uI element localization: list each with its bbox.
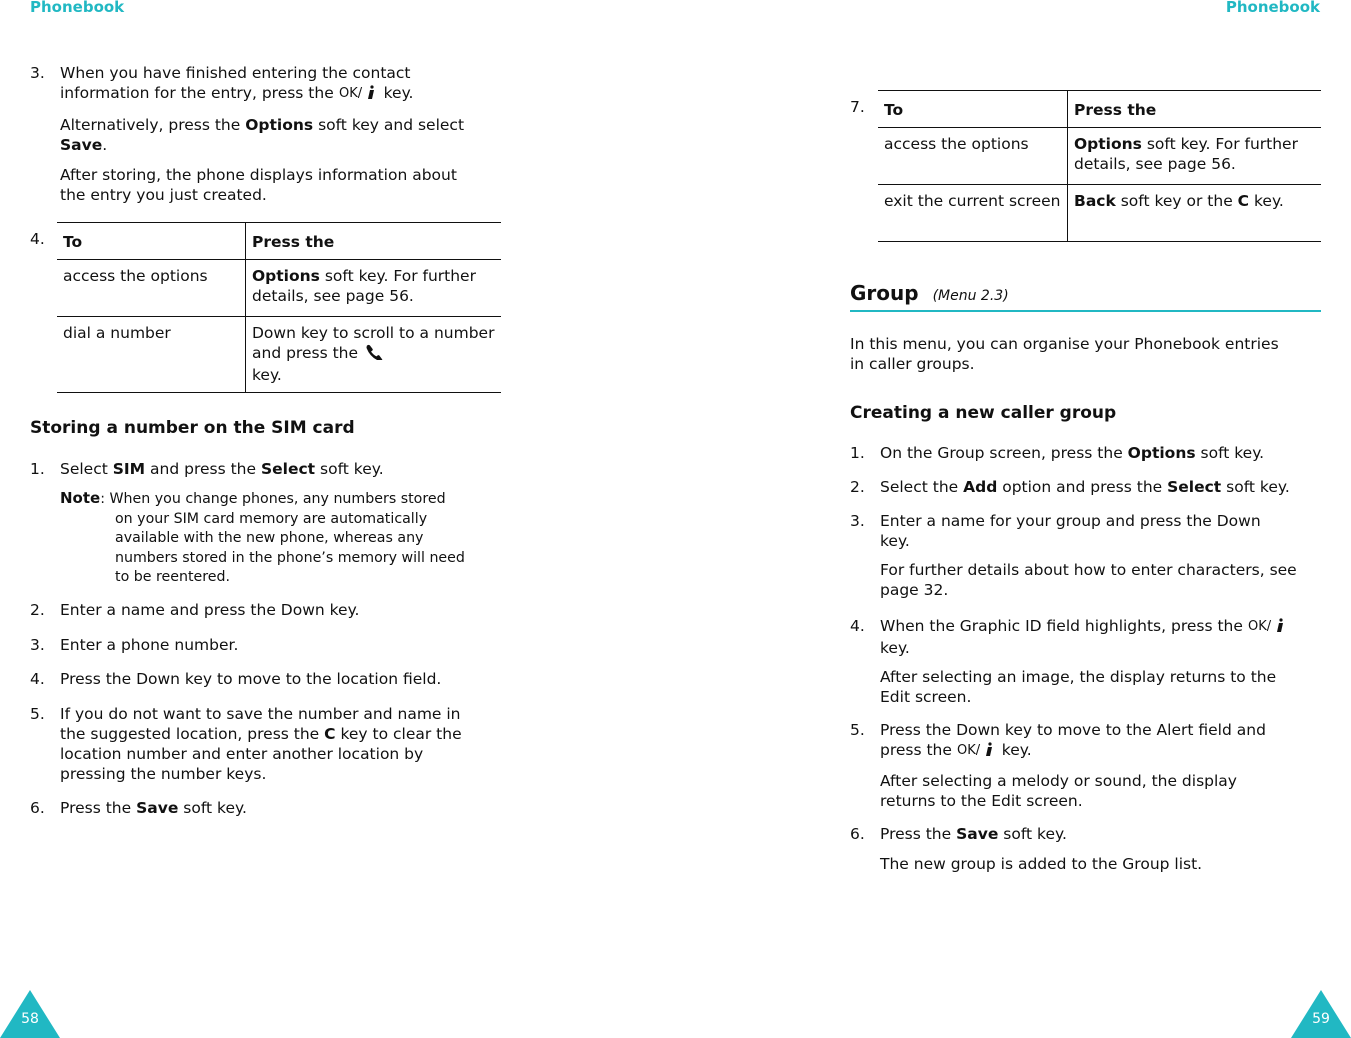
table-header-row: To Press the (57, 223, 501, 260)
running-header: Phonebook (1225, 0, 1320, 16)
group-step-3: 3. Enter a name for your group and press the Down key. For further details about how to enter characters, see page 32. (850, 512, 1297, 599)
group-step-1: 1. On the Group screen, press the Options soft key. (850, 444, 1265, 462)
svg-text:OK/: OK/ (1247, 619, 1271, 633)
section-title: Group (Menu 2.3) (850, 281, 1009, 305)
group-step-5: 5. Press the Down key to move to the Alert field and press the OK/ key. After selecting a melody or sound, the display returns to the Edit screen. (850, 721, 1266, 810)
send-key-icon (363, 344, 385, 365)
table-row: access the options Options soft key. For further details, see page 56. (57, 260, 501, 317)
subsection-heading: Creating a new caller group (850, 403, 1117, 423)
svg-text:OK/: OK/ (956, 743, 980, 757)
options-table (878, 90, 1321, 242)
intro-text: In this menu, you can organise your Phonebook entries in caller groups. (850, 335, 1279, 373)
table-row: dial a number Down key to scroll to a number and press the key. (57, 317, 501, 393)
sim-step-4: 4. Press the Down key to move to the location field. (30, 670, 442, 688)
note: Note: When you change phones, any numbers stored on your SIM card memory are automatically available with the new phone, whereas any numbers stored in the phone’s memory will need to be reentered. (60, 489, 465, 585)
page-number: 59 (1312, 1011, 1330, 1027)
table-row: exit the current screen Back soft key or the C key. (878, 185, 1321, 242)
sim-step-2: 2. Enter a name and press the Down key. (30, 601, 360, 619)
table-header-row: To Press the (878, 91, 1321, 128)
page-corner-triangle (0, 990, 60, 1038)
sim-step-3: 3. Enter a phone number. (30, 636, 239, 654)
sim-step-6: 6. Press the Save soft key. (30, 799, 247, 817)
options-table (57, 222, 501, 393)
page-number: 58 (21, 1011, 39, 1027)
page-corner-triangle (1291, 990, 1351, 1038)
ok-info-key-icon (1248, 617, 1288, 638)
group-step-2: 2. Select the Add option and press the Select soft key. (850, 478, 1290, 496)
sim-step-1: 1. Select SIM and press the Select soft key. (30, 460, 384, 478)
ok-info-key-icon (339, 84, 379, 105)
ok-info-key-icon (957, 741, 997, 762)
left-page: Phonebook 3. When you have finished entering the contact information for the entry, press the OK/ key. Alternatively, press the Options soft key and select Save. After storing, the phone displays information about the entry you just created. 4. To Press the access the options Options soft key. For further details, see page 56. dial a number Down key to scroll to a number and press the key. Storing a number on the SIM card 1. Select SIM and press the Select soft key. Note: When you change phones, any numbers stored on your SIM card memory are automatically available with the new phone, whereas any numbers stored in the phone’s memory will need to be reentered. 2. Enter a name and press the Down key. 3. Enter a phone number. 4. Press the Down key to move to the location field. 5. If you do not want to save the number and name in the suggested location, press the C key to clear the location number and enter another location by pressing the number keys. 6. Press the Save soft key. 58 (0, 0, 675, 1038)
group-step-4: 4. When the Graphic ID field highlights, press the OK/ key. After selecting an image, the display returns to the Edit screen. (850, 616, 1330, 707)
table-row: access the options Options soft key. For further details, see page 56. (878, 128, 1321, 185)
svg-text:OK/: OK/ (338, 86, 362, 100)
running-header: Phonebook (30, 0, 125, 16)
section-divider (850, 310, 1321, 312)
right-page: Phonebook 7. To Press the access the options Options soft key. For further details, see page 56. exit the current screen Back soft key or the C key. Group (Menu 2.3) In this menu, you can organise your Phonebook entries in caller groups. Creating a new caller group 1. On the Group screen, press the Options soft key. 2. Select the Add option and press the Select soft key. 3. Enter a name for your group and press the Down key. For further details about how to enter characters, see page 32. 4. When the Graphic ID field highlights, press the OK/ key. After selecting an image, the display returns to the Edit screen. 5. Press the Down key to move to the Alert field and press the OK/ key. After selecting a melody or sound, the display returns to the Edit screen. 6. Press the Save soft key. The new group is added to the Group list. 59 (676, 0, 1351, 1038)
group-step-6: 6. Press the Save soft key. The new group is added to the Group list. (850, 825, 1203, 873)
sim-step-5: 5. If you do not want to save the number and name in the suggested location, press the C key to clear the location number and enter another location by pressing the number keys. (30, 705, 462, 783)
menu-number: (Menu 2.3) (932, 288, 1009, 304)
step-3: 3. When you have finished entering the contact information for the entry, press the OK/ key. Alternatively, press the Options soft key and select Save. After storing, the phone displays information about the entry you just created. (30, 64, 465, 204)
section-heading-sim: Storing a number on the SIM card (30, 418, 355, 438)
